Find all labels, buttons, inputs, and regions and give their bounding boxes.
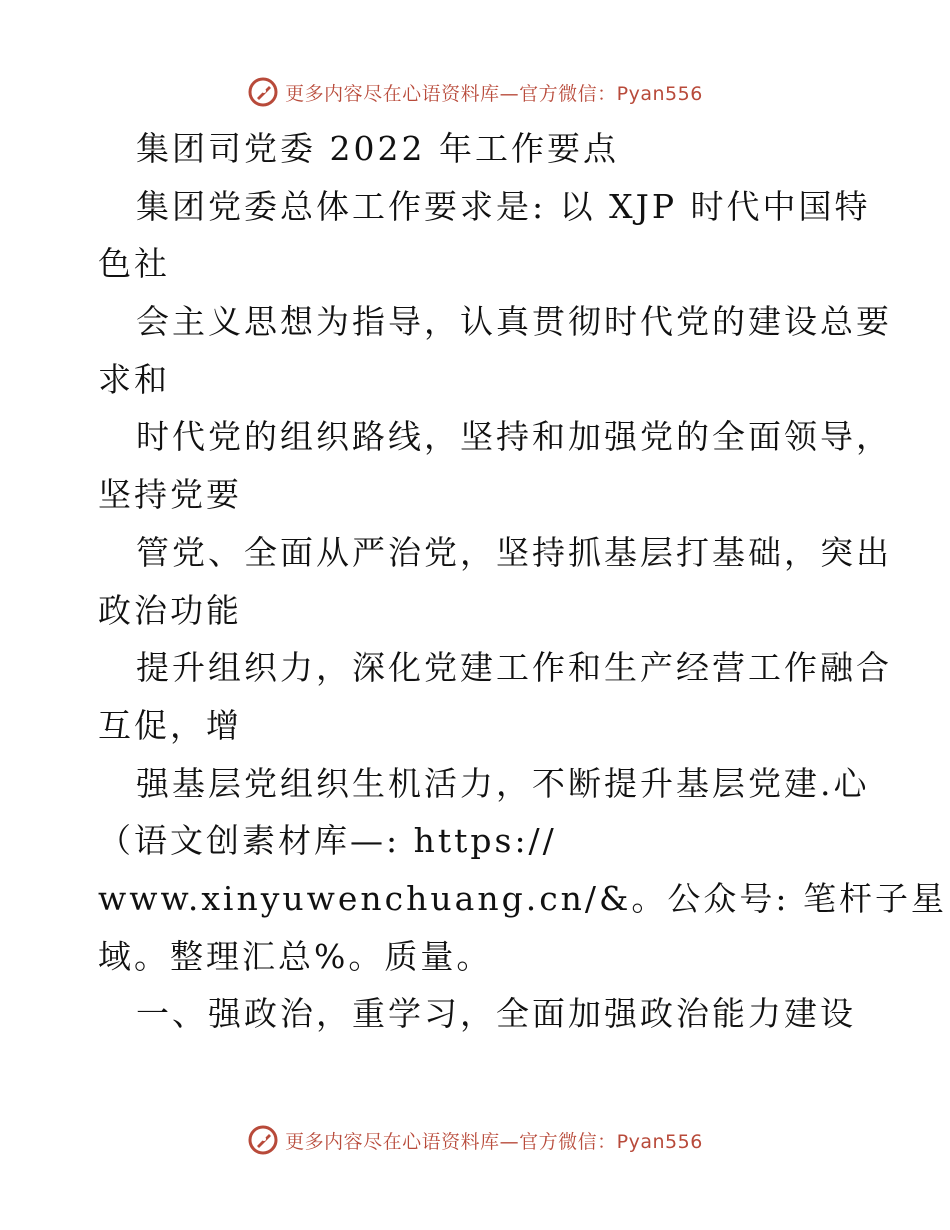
paragraph-line: 坚持党要 — [98, 475, 242, 515]
paragraph-line: 域。整理汇总%。质量。 — [98, 936, 493, 976]
paragraph-line: 政治功能 — [98, 590, 242, 630]
paragraph-line: 时代党的组织路线，坚持和加强党的全面领导， — [136, 417, 892, 457]
paragraph-line: 提升组织力，深化党建工作和生产经营工作融合 — [136, 648, 892, 688]
section-heading: 一、强政治，重学习，全面加强政治能力建设 — [136, 994, 856, 1034]
paragraph-line: 集团党委总体工作要求是: 以 XJP 时代中国特 — [136, 186, 871, 226]
footer-banner-text: 更多内容尽在心语资料库—官方微信：Pyan556 — [285, 1130, 703, 1153]
header-banner — [0, 72, 950, 112]
document-body — [98, 120, 948, 1043]
paragraph-line: （语文创素材库—: https:// — [98, 821, 557, 861]
paragraph-line: 互促，增 — [98, 705, 242, 745]
paragraph-line: www.xinyuwenchuang.cn/&。公众号: 笔杆子星 — [98, 878, 948, 918]
pen-nib-logo-icon — [247, 76, 279, 108]
pen-nib-logo-icon — [247, 1124, 279, 1156]
paragraph-line: 求和 — [98, 359, 170, 399]
paragraph-line: 色社 — [98, 244, 170, 284]
paragraph-line: 会主义思想为指导，认真贯彻时代党的建设总要 — [136, 302, 892, 342]
paragraph-line: 强基层党组织生机活力，不断提升基层党建.心 — [136, 763, 870, 803]
header-banner-text: 更多内容尽在心语资料库—官方微信：Pyan556 — [285, 82, 703, 105]
paragraph-line: 管党、全面从严治党，坚持抓基层打基础，突出 — [136, 532, 892, 572]
footer-banner — [0, 1120, 950, 1160]
document-title: 集团司党委 2022 年工作要点 — [136, 129, 619, 168]
